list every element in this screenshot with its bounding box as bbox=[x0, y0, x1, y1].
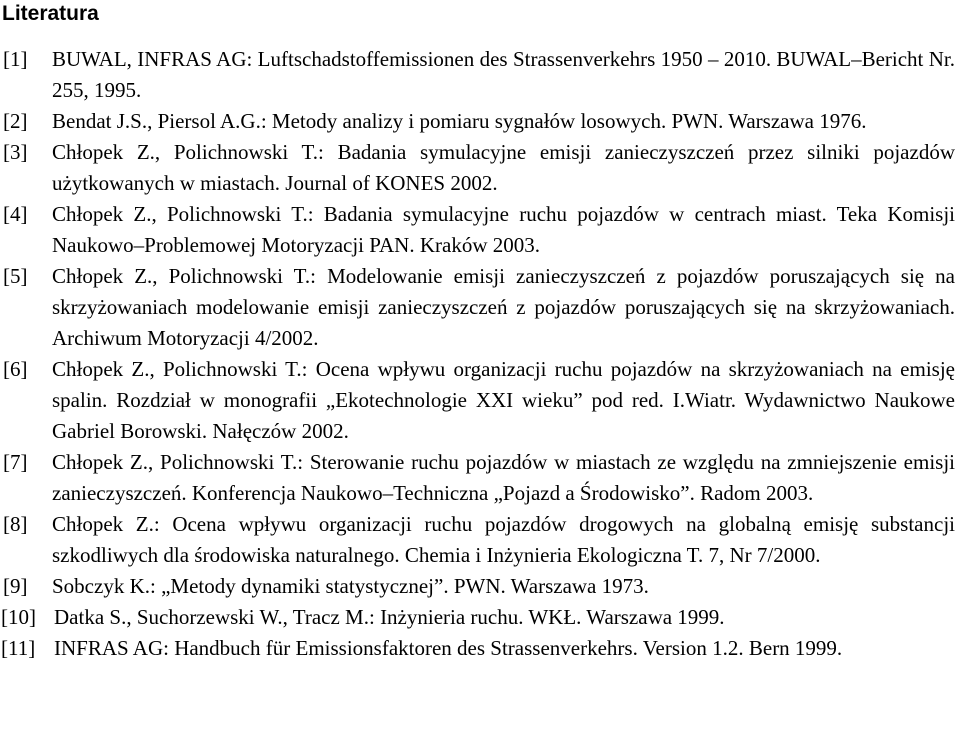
reference-number: [6] bbox=[3, 357, 28, 381]
reference-text: Chłopek Z., Polichnowski T.: Ocena wpływu organizacji ruchu pojazdów na skrzyżowaniach na emisję spalin. Rozdział w monografii „Ekotechnologie XXI wieku” pod red. I.Wiatr. Wydawnictwo Naukowe Gabriel Borowski. Nałęczów 2002. bbox=[52, 357, 955, 443]
reference-text: Chłopek Z., Polichnowski T.: Modelowanie emisji zanieczyszczeń z pojazdów poruszających się na skrzyżowaniach modelowanie emisji zanieczyszczeń z pojazdów poruszających się na skrzyżowaniach. Archiwum Motoryzacji 4/2002. bbox=[52, 264, 955, 350]
reference-item bbox=[0, 106, 955, 137]
reference-list bbox=[0, 44, 955, 664]
reference-number: [8] bbox=[3, 512, 28, 536]
reference-text: Chłopek Z., Polichnowski T.: Badania symulacyjne ruchu pojazdów w centrach miast. Teka Komisji Naukowo–Problemowej Motoryzacji PAN. Kraków 2003. bbox=[52, 202, 955, 257]
reference-text: Sobczyk K.: „Metody dynamiki statystycznej”. PWN. Warszawa 1973. bbox=[52, 574, 649, 598]
reference-item bbox=[0, 199, 955, 261]
reference-text: Datka S., Suchorzewski W., Tracz M.: Inżynieria ruchu. WKŁ. Warszawa 1999. bbox=[54, 605, 725, 629]
reference-item bbox=[0, 354, 955, 447]
reference-item bbox=[0, 44, 955, 106]
reference-text: Chłopek Z., Polichnowski T.: Sterowanie ruchu pojazdów w miastach ze względu na zmniejszenie emisji zanieczyszczeń. Konferencja Naukowo–Techniczna „Pojazd a Środowisko”. Radom 2003. bbox=[52, 450, 955, 505]
reference-item bbox=[0, 633, 955, 664]
reference-text: BUWAL, INFRAS AG: Luftschadstoffemissionen des Strassenverkehrs 1950 – 2010. BUWAL–Bericht Nr. 255, 1995. bbox=[52, 47, 955, 102]
reference-text: INFRAS AG: Handbuch für Emissionsfaktoren des Strassenverkehrs. Version 1.2. Bern 1999. bbox=[54, 636, 843, 660]
section-heading: Literatura bbox=[2, 2, 99, 25]
reference-number: [10] bbox=[1, 605, 36, 629]
reference-item bbox=[0, 137, 955, 199]
reference-number: [7] bbox=[3, 450, 28, 474]
reference-number: [9] bbox=[3, 574, 28, 598]
reference-item bbox=[0, 261, 955, 354]
reference-item bbox=[0, 509, 955, 571]
reference-text: Chłopek Z., Polichnowski T.: Badania symulacyjne emisji zanieczyszczeń przez silniki pojazdów użytkowanych w miastach. Journal of KONES 2002. bbox=[52, 140, 955, 195]
reference-number: [3] bbox=[3, 140, 28, 164]
reference-item bbox=[0, 571, 955, 602]
reference-number: [2] bbox=[3, 109, 28, 133]
reference-number: [5] bbox=[3, 264, 28, 288]
reference-text: Chłopek Z.: Ocena wpływu organizacji ruchu pojazdów drogowych na globalną emisję substancji szkodliwych dla środowiska naturalnego. Chemia i Inżynieria Ekologiczna T. 7, Nr 7/2000. bbox=[52, 512, 955, 567]
reference-text: Bendat J.S., Piersol A.G.: Metody analizy i pomiaru sygnałów losowych. PWN. Warszawa 1976. bbox=[52, 109, 867, 133]
reference-number: [1] bbox=[3, 47, 28, 71]
reference-item bbox=[0, 602, 955, 633]
reference-item bbox=[0, 447, 955, 509]
reference-number: [11] bbox=[1, 636, 36, 660]
reference-number: [4] bbox=[3, 202, 28, 226]
